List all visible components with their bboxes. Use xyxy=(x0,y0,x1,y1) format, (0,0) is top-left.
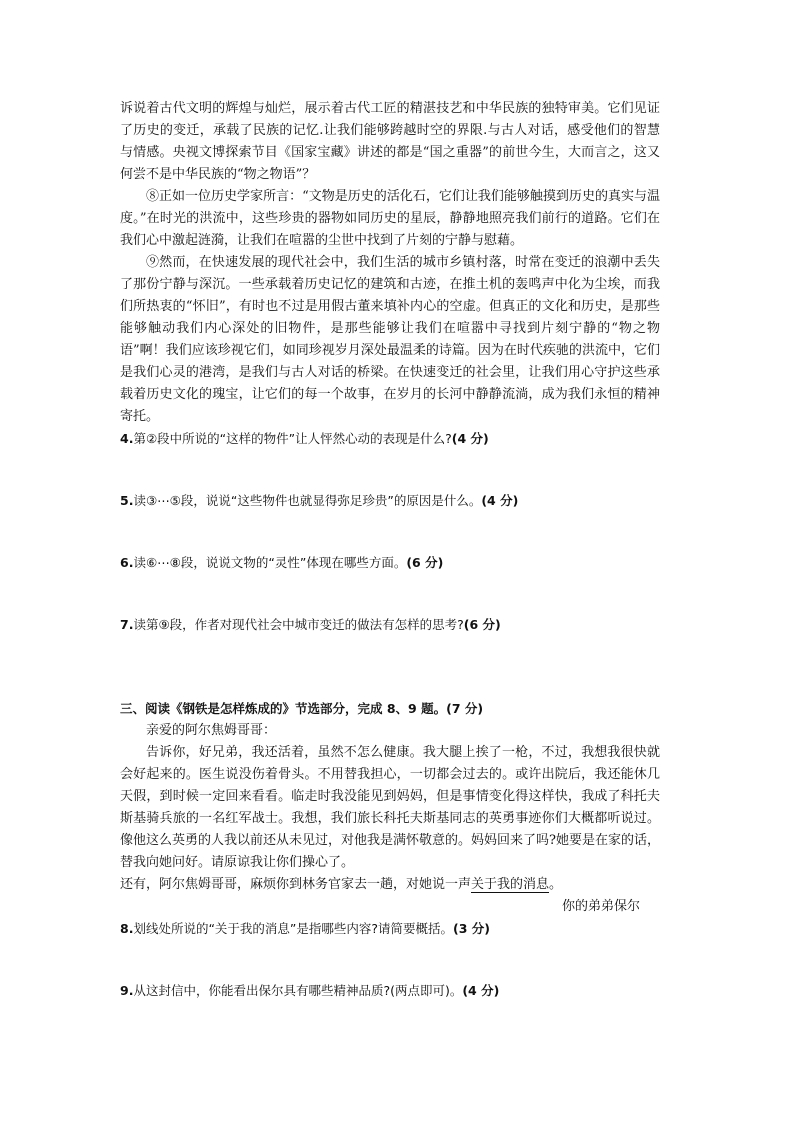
question-text: 读⑥⋯⑧段，说说文物的“灵性”体现在哪些方面。 xyxy=(133,555,407,570)
letter-last-line-post: 。 xyxy=(549,877,563,892)
letter-last-line xyxy=(120,874,660,896)
question-text: 划线处所说的“关于我的消息”是指哪些内容?请简要概括。 xyxy=(133,921,454,936)
question-text: 读③⋯⑤段，说说“这些物件也就显得弥足珍贵”的原因是什么。 xyxy=(133,493,482,508)
underlined-phrase: 关于我的消息 xyxy=(471,877,550,892)
question-number: 6. xyxy=(120,555,134,570)
letter-signature: 你的弟弟保尔 xyxy=(561,899,640,914)
question-score: (6 分) xyxy=(463,617,501,632)
answer-space[interactable] xyxy=(120,512,660,552)
answer-space[interactable] xyxy=(120,940,660,980)
passage-paragraph-8: ⑧正如一位历史学家所言：“文物是历史的活化石，它们让我们能够触摸到历史的真实与温度。”在时光的洪流中，这些珍贵的器物如同历史的星辰，静静地照亮我们前行的道路。它们在我们心中激起涟漪，让我们在喧嚣的尘世中找到了片刻的宁静与慰藉。 xyxy=(120,189,660,248)
question-number: 7. xyxy=(120,617,134,632)
question-number: 4. xyxy=(120,431,134,446)
question-score: (3 分) xyxy=(453,921,491,936)
question-number: 8. xyxy=(120,921,134,936)
question-text: 读第⑨段，作者对现代社会中城市变迁的做法有怎样的思考? xyxy=(133,617,464,632)
answer-space[interactable] xyxy=(120,574,660,614)
section-3-heading: 三、阅读《钢铁是怎样炼成的》节选部分，完成 8、9 题。(7 分) xyxy=(120,701,484,716)
letter-body: 告诉你，好兄弟，我还活着，虽然不怎么健康。我大腿上挨了一枪，不过，我想我很快就会好起来的。医生说没伤着骨头。不用替我担心，一切都会过去的。或许出院后，我还能休几天假，到时候一定回来看看。临走时我没能见到妈妈，但是事情变化得这样快，我成了科托夫斯基骑兵旅的一名红军战士。我想，我们旅长科托夫斯基同志的英勇事迹你们大概都听说过。像他这么英勇的人我以前还从未见过，对他我是满怀敬意的。妈妈回来了吗?她要是在家的话，替我向她问好。请原谅我让你们操心了。 xyxy=(120,745,660,870)
question-score: (6 分) xyxy=(406,555,444,570)
question-text: 从这封信中，你能看出保尔具有哪些精神品质?(两点即可)。 xyxy=(133,983,463,998)
question-number: 5. xyxy=(120,493,134,508)
question-text: 第②段中所说的“这样的物件”让人怦然心动的表现是什么? xyxy=(133,431,452,446)
question-6 xyxy=(120,552,660,574)
exam-page xyxy=(120,98,660,1002)
letter-last-line-pre: 还有，阿尔焦姆哥哥，麻烦你到林务官家去一趟，对她说一声 xyxy=(120,877,472,892)
passage-paragraph-continued: 诉说着古代文明的辉煌与灿烂，展示着古代工匠的精湛技艺和中华民族的独特审美。它们见证了历史的变迁，承载了民族的记忆.让我们能够跨越时空的界限.与古人对话，感受他们的智慧与情感。央视文博探索节目《国家宝藏》讲述的都是“国之重器”的前世今生，大而言之，这又何尝不是中华民族的“物之物语”？ xyxy=(120,101,660,182)
question-4 xyxy=(120,428,660,450)
question-8 xyxy=(120,918,660,940)
question-5 xyxy=(120,490,660,512)
question-7 xyxy=(120,614,660,636)
question-score: (4 分) xyxy=(481,493,519,508)
question-score: (4 分) xyxy=(462,983,500,998)
question-score: (4 分) xyxy=(451,431,489,446)
answer-space[interactable] xyxy=(120,450,660,490)
answer-space[interactable] xyxy=(120,636,660,698)
question-number: 9. xyxy=(120,983,134,998)
passage-paragraph-9: ⑨然而，在快速发展的现代社会中，我们生活的城市乡镇村落，时常在变迁的浪潮中丢失了那份宁静与深沉。一些承载着历史记忆的建筑和古迹，在推土机的轰鸣声中化为尘埃，而我们所热衷的“怀旧”，有时也不过是用假古董来填补内心的空虚。但真正的文化和历史，是那些能够触动我们内心深处的旧物件，是那些能够让我们在喧嚣中寻找到片刻宁静的“物之物语”啊！我们应该珍视它们，如同珍视岁月深处最温柔的诗篇。因为在时代疾驰的洪流中，它们是我们心灵的港湾，是我们与古人对话的桥梁。在快速变迁的社会里，让我们用心守护这些承载着历史文化的瑰宝，让它们的每一个故事，在岁月的长河中静静流淌，成为我们永恒的精神寄托。 xyxy=(120,255,660,424)
question-9 xyxy=(120,980,660,1002)
letter-salutation: 亲爱的阿尔焦姆哥哥： xyxy=(146,723,277,738)
